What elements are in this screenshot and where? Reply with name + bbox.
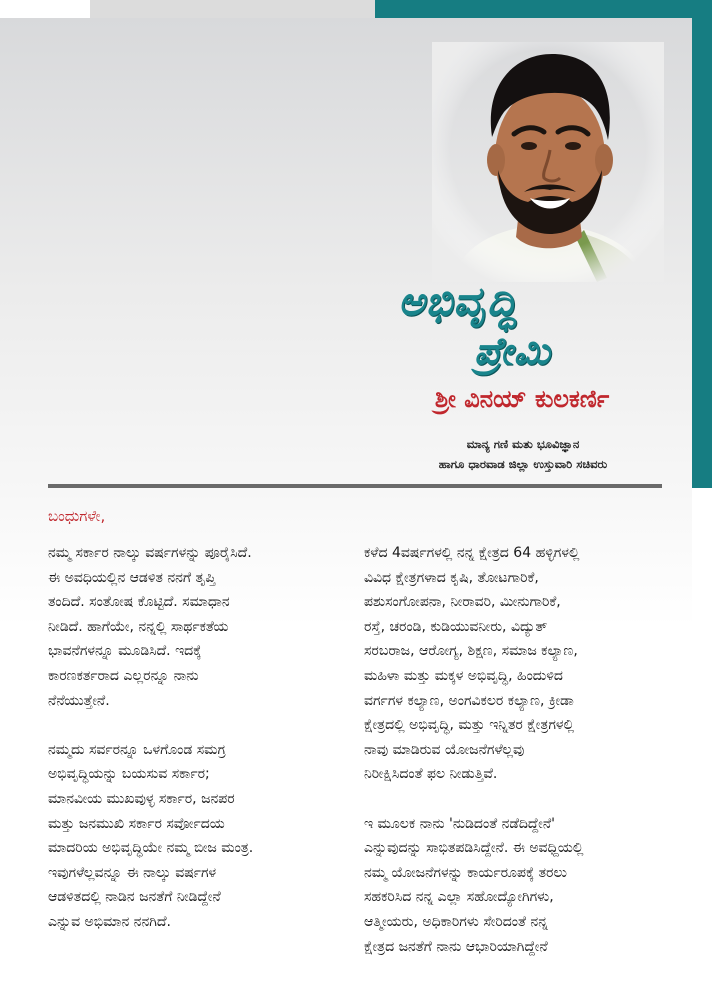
text-line: ಪಶುಸಂಗೋಪನಾ, ನೀರಾವರಿ, ಮೀನುಗಾರಿಕೆ,: [364, 594, 561, 611]
text-line: ಇವುಗಳೆಲ್ಲವನ್ನೂ ಈ ನಾಲ್ಕು ವರ್ಷಗಳ: [48, 864, 217, 881]
text-line: ಮಾದರಿಯ ಅಭಿವೃದ್ಧಿಯೇ ನಮ್ಮ ಬೀಜ ಮಂತ್ರ.: [48, 840, 254, 857]
top-band-white: [0, 0, 90, 18]
paragraph: [48, 738, 348, 935]
designation-line-2: ಹಾಗೂ ಧಾರವಾಡ ಜಿಲ್ಲಾ ಉಸ್ತುವಾರಿ ಸಚಿವರು: [438, 457, 608, 471]
text-line: ನಮ್ಮ ಯೋಜನೆಗಳನ್ನು ಕಾರ್ಯರೂಪಕ್ಕೆ ತರಲು: [364, 864, 567, 881]
title-line-2: ಪ್ರೇಮಿ: [474, 328, 551, 373]
text-line: ಭಾವನೆಗಳನ್ನೂ ಮೂಡಿಸಿದೆ. ಇದಕ್ಕೆ: [48, 643, 202, 660]
designation: [392, 434, 654, 474]
designation-line-1: ಮಾನ್ಯ ಗಣಿ ಮತು ಭೂವಿಜ್ಞಾನ: [466, 437, 580, 451]
text-line: ಕಳೆದ 4ವರ್ಷಗಳಲ್ಲಿ ನನ್ನ ಕ್ಷೇತ್ರದ 64 ಹಳ್ಳಿಗಳಲ್ಲಿ: [364, 545, 580, 561]
text-line: ನೆನೆಯುತ್ತೇನೆ.: [48, 692, 110, 709]
paragraph: [364, 812, 664, 960]
text-line: ಎನ್ನುವುದನ್ನು ಸಾಭಿತಪಡಿಸಿದ್ದೇನೆ. ಈ ಅವಧ್ದಿಯಲ್ಲಿ: [364, 840, 584, 857]
text-line: ನಾವು ಮಾಡಿರುವ ಯೋಜನೆಗಳೆಲ್ಲವು: [364, 741, 525, 758]
text-line: ನೀಡಿದೆ. ಹಾಗೆಯೇ, ನನ್ನಲ್ಲಿ ಸಾರ್ಥಕತೆಯ: [48, 618, 229, 635]
salutation: ಬಂಧುಗಳೇ,: [48, 507, 106, 525]
text-line: ಮತ್ತು ಜನಮುಖಿ ಸರ್ಕಾರ ಸರ್ವೋದಯ: [48, 815, 225, 832]
text-line: ಇ ಮೂಲಕ ನಾನು 'ನುಡಿದಂತೆ ನಡೆದಿದ್ದೇನೆ': [364, 815, 556, 832]
text-line: ಮಾನವೀಯ ಮುಖವುಳ್ಳ ಸರ್ಕಾರ, ಜನಪರ: [48, 790, 235, 807]
text-line: ಅಭಿವೃದ್ಧಿಯನ್ನು ಬಯಸುವ ಸರ್ಕಾರ;: [48, 766, 210, 783]
text-line: ಎನ್ನುವ ಅಭಿಮಾನ ನನಗಿದೆ.: [48, 913, 171, 930]
section-divider: [48, 484, 662, 488]
text-line: ಕ್ಷೇತ್ರದಲ್ಲಿ ಅಭಿವೃದ್ಧಿ, ಮತ್ತು ಇನ್ನಿತರ ಕ್ಷೇತ್ರಗಳಲ್ಲಿ: [364, 717, 575, 734]
text-line: ತಂದಿದೆ. ಸಂತೋಷ ಕೊಟ್ಟಿದೆ. ಸಮಾಧಾನ: [48, 594, 230, 611]
top-band-gray: [90, 0, 375, 18]
text-line: ನಿರೀಕ್ಷಿಸಿದಂತೆ ಫಲ ನೀಡುತ್ತಿವೆ.: [364, 766, 498, 783]
text-line: ಆಡಳಿತದಲ್ಲಿ ನಾಡಿನ ಜನತೆಗೆ ನೀಡಿದ್ದೇನೆ: [48, 889, 221, 906]
text-line: ಸರಬರಾಜ, ಆರೋಗ್ಯ, ಶಿಕ್ಷಣ, ಸಮಾಜ ಕಲ್ಯಾಣ,: [364, 643, 578, 660]
text-line: ನಮ್ಮದು ಸರ್ವರನ್ನೂ ಒಳಗೊಂಡ ಸಮಗ್ರ: [48, 741, 226, 758]
text-line: ಕ್ಷೇತ್ರದ ಜನತೆಗೆ ನಾನು ಆಭಾರಿಯಾಗಿದ್ದೇನೆ: [364, 938, 548, 955]
person-name: ಶ್ರೀ ವಿನಯ್ ಕುಲಕರ್ಣಿ: [434, 385, 610, 413]
text-line: ನಮ್ಮ ಸರ್ಕಾರ ನಾಲ್ಕು ವರ್ಷಗಳನ್ನು ಪೂರೈಸಿದೆ.: [48, 545, 252, 561]
text-line: ಈ ಅವಧಿಯಲ್ಲಿನ ಆಡಳಿತ ನನಗೆ ತೃಪ್ತಿ: [48, 569, 216, 586]
bottom-right-margin: [692, 488, 712, 1000]
right-teal-band: [692, 18, 712, 488]
paragraph: [364, 541, 664, 787]
paragraph: [48, 541, 348, 713]
right-column: [364, 541, 664, 984]
text-line: ಸಹಕರಿಸಿದ ನನ್ನ ಎಲ್ಲಾ ಸಹೋದ್ಯೋಗಿಗಳು,: [364, 889, 554, 906]
portrait-photo: [432, 42, 664, 282]
top-color-band: [0, 0, 712, 18]
text-line: ವಿವಿಧ ಕ್ಷೇತ್ರಗಳಾದ ಕೃಷಿ, ತೋಟಗಾರಿಕೆ,: [364, 569, 539, 586]
top-band-teal: [375, 0, 712, 18]
title-line-1: ಅಭಿವೃದ್ಧಿ: [398, 278, 518, 325]
text-line: ಮಹಿಳಾ ಮತ್ತು ಮಕ್ಕಳ ಅಭಿವೃದ್ಧಿ, ಹಿಂದುಳಿದ: [364, 667, 563, 684]
text-line: ಕಾರಣಕರ್ತರಾದ ಎಲ್ಲರನ್ನೂ ನಾನು: [48, 667, 199, 684]
text-line: ರಸ್ತೆ, ಚರಂಡಿ, ಕುಡಿಯುವನೀರು, ವಿದ್ಯುತ್: [364, 618, 548, 635]
text-line: ಆತ್ಮೀಯರು, ಅಧಿಕಾರಿಗಳು ಸೇರಿದಂತೆ ನನ್ನ: [364, 913, 548, 930]
text-line: ವರ್ಗಗಳ ಕಲ್ಯಾಣ, ಅಂಗವಿಕಲರ ಕಲ್ಯಾಣ, ಕ್ರೀಡಾ: [364, 692, 574, 709]
left-column: [48, 541, 348, 959]
